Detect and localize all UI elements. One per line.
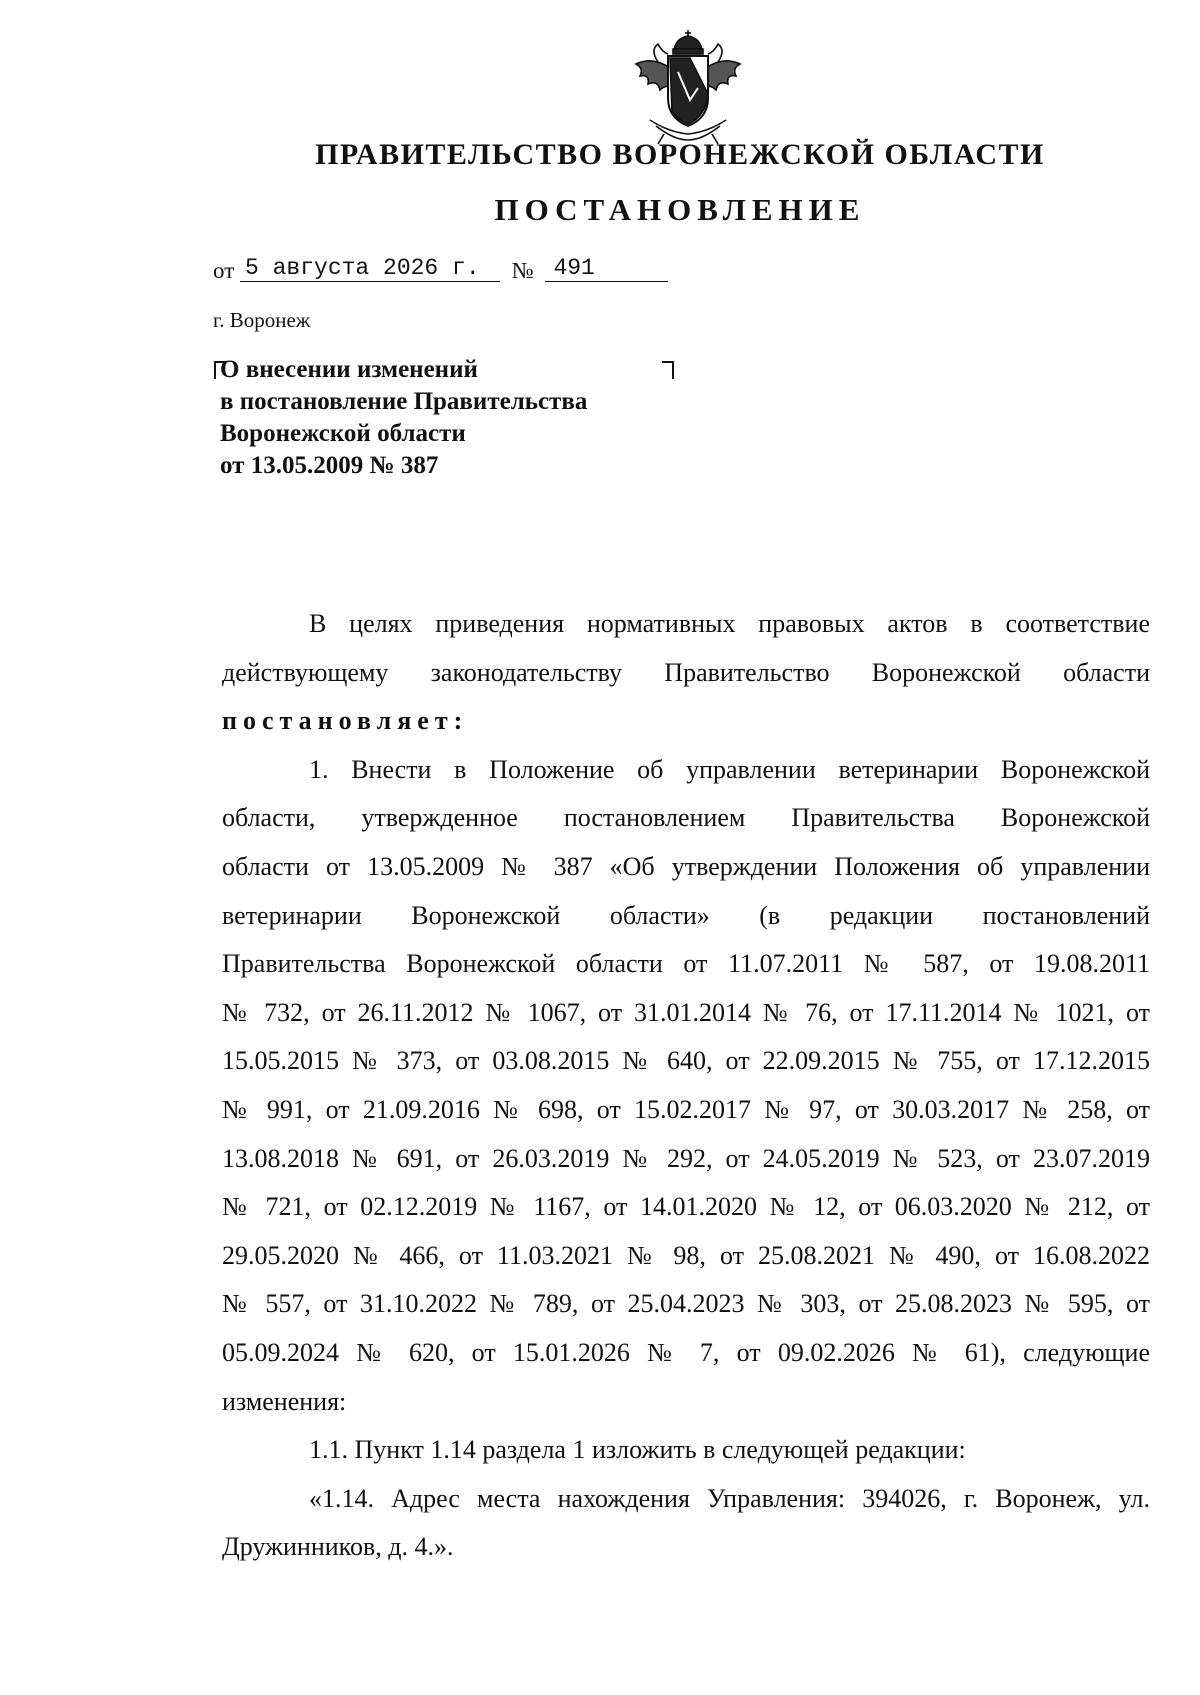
body-line: ветеринарии Воронежской области» (в редакции постановлений [222, 900, 1150, 930]
body-line: 1. Внести в Положение об управлении ветеринарии Воронежской [309, 754, 1150, 784]
body-line: № 732, от 26.11.2012 № 1067, от 31.01.2014 № 76, от 17.11.2014 № 1021, от [222, 997, 1150, 1027]
coat-of-arms-emblem [628, 28, 748, 146]
body-line: В целях приведения нормативных правовых актов в соответствие [309, 609, 1150, 638]
body-line: 05.09.2024 № 620, от 15.01.2026 № 7, от 09.02.2026 № 61), следующие [222, 1337, 1150, 1367]
document-date: 5 августа 2026 г. [240, 255, 500, 282]
body-line: области, утвержденное постановлением Правительства Воронежской [222, 803, 1150, 833]
government-title: ПРАВИТЕЛЬСТВО ВОРОНЕЖСКОЙ ОБЛАСТИ [315, 138, 1045, 171]
from-label: от [213, 258, 235, 283]
body-line: 29.05.2020 № 466, от 11.03.2021 № 98, от 25.08.2021 № 490, от 16.08.2022 [222, 1240, 1150, 1270]
date-number-line [213, 255, 668, 286]
body-line: изменения: [222, 1386, 347, 1416]
body-line: действующему законодательству Правительство Воронежской области [222, 657, 1150, 687]
city-label: г. Воронеж [213, 308, 311, 332]
subject-line: Воронежской области [220, 420, 466, 447]
body-line: 1.1. Пункт 1.14 раздела 1 изложить в следующей редакции: [309, 1435, 966, 1465]
body-line: «1.14. Адрес места нахождения Управления: 394026, г. Воронеж, ул. [309, 1483, 1150, 1513]
subject-line: от 13.05.2009 № 387 [220, 452, 439, 479]
subject-line: О внесении изменений [220, 356, 478, 383]
body-line: 15.05.2015 № 373, от 03.08.2015 № 640, от 22.09.2015 № 755, от 17.12.2015 [222, 1046, 1150, 1076]
document-subject [220, 354, 587, 482]
number-sign: № [511, 258, 534, 283]
body-line: Дружинников, д. 4.». [222, 1532, 454, 1562]
body-line: 13.08.2018 № 691, от 26.03.2019 № 292, от 24.05.2019 № 523, от 23.07.2019 [222, 1143, 1150, 1173]
body-line: № 721, от 02.12.2019 № 1167, от 14.01.2020 № 12, от 06.03.2020 № 212, от [222, 1192, 1150, 1222]
body-line: № 991, от 21.09.2016 № 698, от 15.02.2017 № 97, от 30.03.2017 № 258, от [222, 1094, 1150, 1124]
document-type-title: ПОСТАНОВЛЕНИЕ [494, 192, 866, 227]
resolution-keyword: постановляет: [222, 706, 469, 736]
document-number: 491 [545, 255, 668, 282]
subject-line: в постановление Правительства [220, 388, 588, 415]
document-body [222, 600, 1150, 1572]
body-line: области от 13.05.2009 № 387 «Об утверждении Положения об управлении [222, 851, 1150, 881]
subject-corner-right [662, 361, 674, 379]
body-line: Правительства Воронежской области от 11.07.2011 № 587, от 19.08.2011 [222, 949, 1150, 979]
body-line: № 557, от 31.10.2022 № 789, от 25.04.2023 № 303, от 25.08.2023 № 595, от [222, 1289, 1150, 1319]
